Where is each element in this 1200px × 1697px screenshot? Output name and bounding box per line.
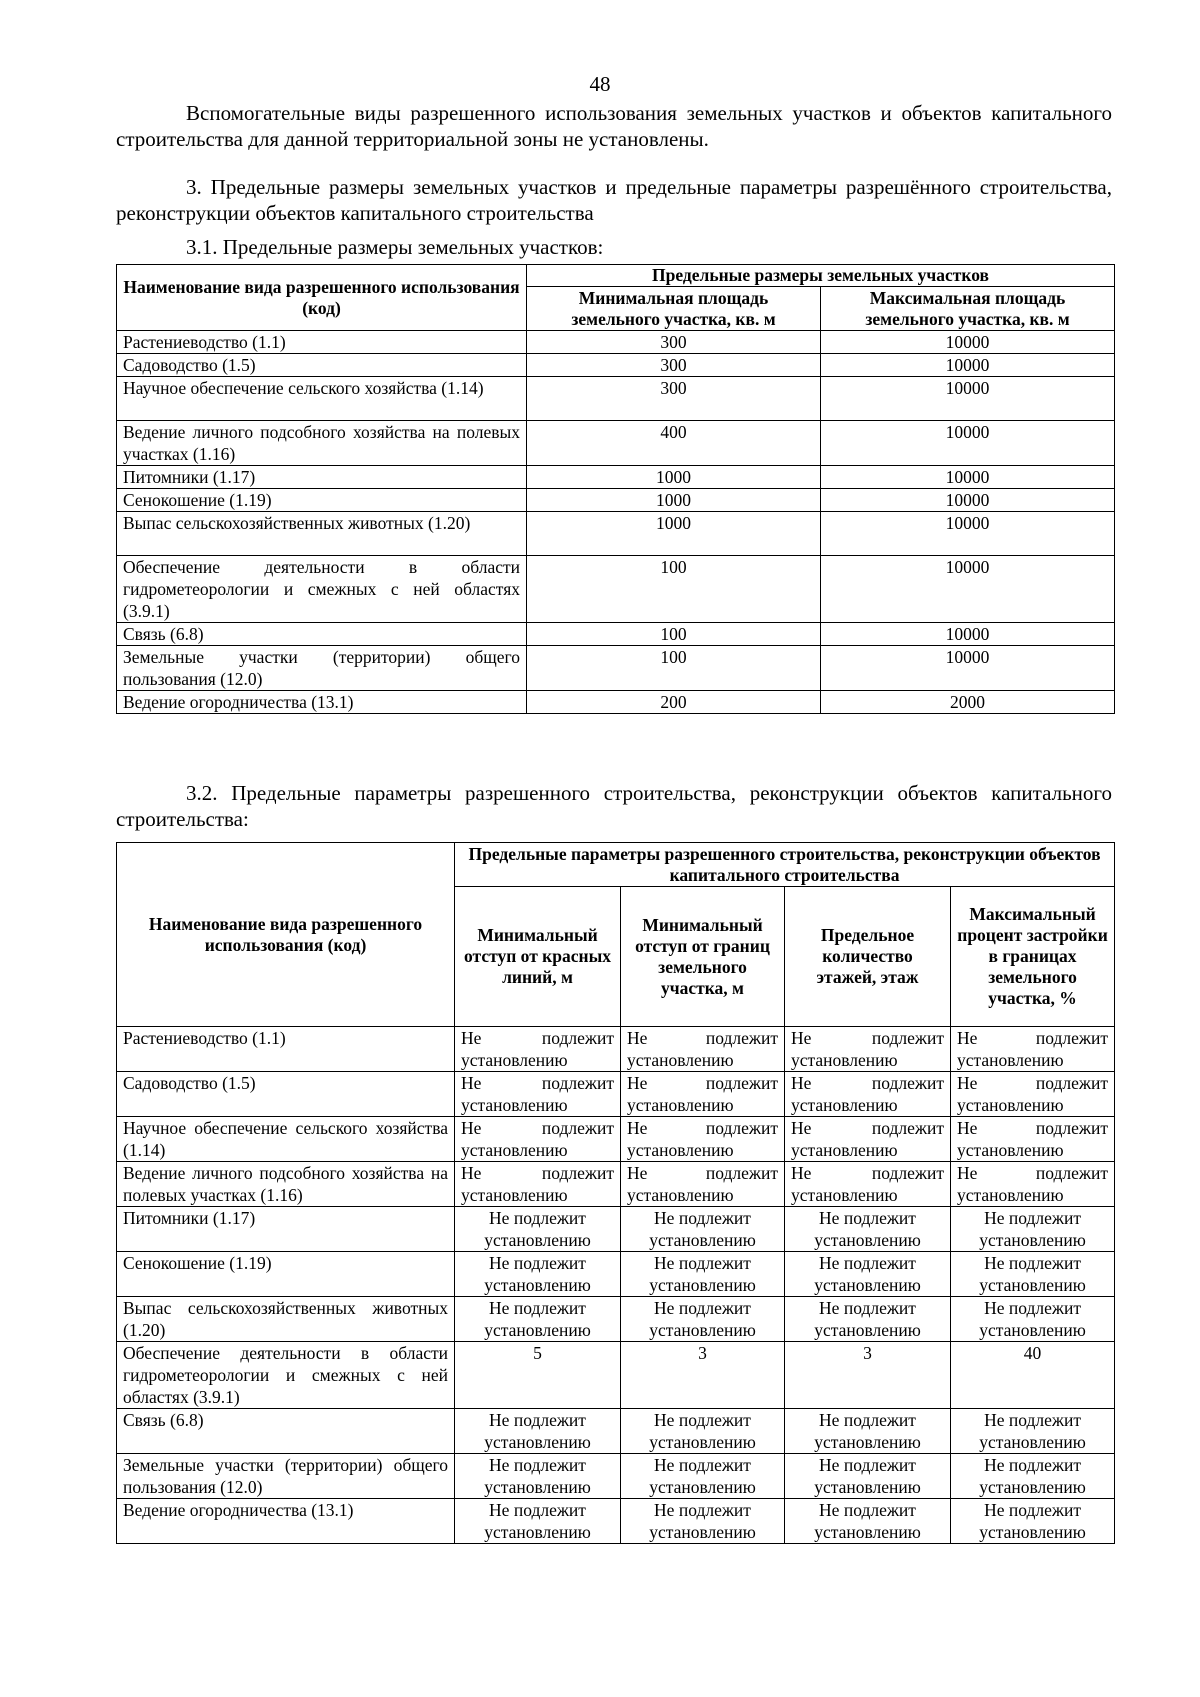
max-area-cell: 10000 xyxy=(821,489,1115,512)
min-area-cell: 100 xyxy=(527,646,821,691)
table-row xyxy=(117,377,1115,421)
construction-parameters-table xyxy=(116,842,1115,1544)
table-row xyxy=(117,1207,1115,1252)
floors-cell: Не подлежит установлению xyxy=(785,1499,951,1544)
floors-cell: Не подлежит установлению xyxy=(785,1454,951,1499)
table1-header-group: Предельные размеры земельных участков xyxy=(527,265,1115,287)
max-area-cell: 10000 xyxy=(821,512,1115,556)
table-row xyxy=(117,512,1115,556)
table-row xyxy=(117,1409,1115,1454)
floors-cell: Не подлежит установлению xyxy=(785,1162,951,1207)
max-area-cell: 10000 xyxy=(821,466,1115,489)
min-area-cell: 100 xyxy=(527,556,821,623)
red-line-offset-cell: Не подлежит установлению xyxy=(455,1252,621,1297)
min-area-cell: 300 xyxy=(527,331,821,354)
build-percent-cell: 40 xyxy=(951,1342,1115,1409)
red-line-offset-cell: Не подлежит установлению xyxy=(455,1409,621,1454)
min-area-cell: 400 xyxy=(527,421,821,466)
paragraph-section-3: 3. Предельные размеры земельных участков и предельные параметры разрешённого строительства, реконструкции объектов капитального строительства xyxy=(116,175,1112,225)
use-name-cell: Ведение огородничества (13.1) xyxy=(117,691,527,714)
build-percent-cell: Не подлежит установлению xyxy=(951,1207,1115,1252)
use-name-cell: Выпас сельскохозяйственных животных (1.20) xyxy=(117,512,527,556)
table1-body xyxy=(117,331,1115,714)
use-name-cell: Научное обеспечение сельского хозяйства (1.14) xyxy=(117,377,527,421)
use-name-cell: Ведение огородничества (13.1) xyxy=(117,1499,455,1544)
boundary-offset-cell: Не подлежит установлению xyxy=(621,1297,785,1342)
red-line-offset-cell: Не подлежит установлению xyxy=(455,1499,621,1544)
max-area-cell: 10000 xyxy=(821,421,1115,466)
land-plot-size-table xyxy=(116,264,1115,714)
red-line-offset-cell: 5 xyxy=(455,1342,621,1409)
min-area-cell: 1000 xyxy=(527,512,821,556)
table-row xyxy=(117,1027,1115,1072)
use-name-cell: Сенокошение (1.19) xyxy=(117,489,527,512)
use-name-cell: Ведение личного подсобного хозяйства на полевых участках (1.16) xyxy=(117,421,527,466)
table-row xyxy=(117,1252,1115,1297)
table2-header-group: Предельные параметры разрешенного строительства, реконструкции объектов капитального строительства xyxy=(455,843,1115,887)
use-name-cell: Ведение личного подсобного хозяйства на полевых участках (1.16) xyxy=(117,1162,455,1207)
floors-cell: Не подлежит установлению xyxy=(785,1072,951,1117)
min-area-cell: 200 xyxy=(527,691,821,714)
table1-header-max-area: Максимальная площадь земельного участка, кв. м xyxy=(821,287,1115,331)
table2-header-name: Наименование вида разрешенного использования (код) xyxy=(117,843,455,1027)
boundary-offset-cell: Не подлежит установлению xyxy=(621,1252,785,1297)
use-name-cell: Научное обеспечение сельского хозяйства (1.14) xyxy=(117,1117,455,1162)
table-row xyxy=(117,623,1115,646)
use-name-cell: Садоводство (1.5) xyxy=(117,354,527,377)
table-row xyxy=(117,1499,1115,1544)
use-name-cell: Растениеводство (1.1) xyxy=(117,331,527,354)
red-line-offset-cell: Не подлежит установлению xyxy=(455,1207,621,1252)
red-line-offset-cell: Не подлежит установлению xyxy=(455,1072,621,1117)
boundary-offset-cell: Не подлежит установлению xyxy=(621,1072,785,1117)
floors-cell: Не подлежит установлению xyxy=(785,1027,951,1072)
boundary-offset-cell: Не подлежит установлению xyxy=(621,1117,785,1162)
max-area-cell: 10000 xyxy=(821,331,1115,354)
table1-header-min-area: Минимальная площадь земельного участка, кв. м xyxy=(527,287,821,331)
build-percent-cell: Не подлежит установлению xyxy=(951,1027,1115,1072)
red-line-offset-cell: Не подлежит установлению xyxy=(455,1117,621,1162)
min-area-cell: 300 xyxy=(527,377,821,421)
boundary-offset-cell: Не подлежит установлению xyxy=(621,1162,785,1207)
table2-header-boundary-offset: Минимальный отступ от границ земельного участка, м xyxy=(621,887,785,1027)
paragraph-section-3-1: 3.1. Предельные размеры земельных участков: xyxy=(186,235,604,259)
red-line-offset-cell: Не подлежит установлению xyxy=(455,1162,621,1207)
table2-body xyxy=(117,1027,1115,1544)
build-percent-cell: Не подлежит установлению xyxy=(951,1409,1115,1454)
max-area-cell: 10000 xyxy=(821,646,1115,691)
table-row xyxy=(117,691,1115,714)
build-percent-cell: Не подлежит установлению xyxy=(951,1117,1115,1162)
table-row xyxy=(117,556,1115,623)
min-area-cell: 1000 xyxy=(527,466,821,489)
boundary-offset-cell: Не подлежит установлению xyxy=(621,1409,785,1454)
boundary-offset-cell: Не подлежит установлению xyxy=(621,1207,785,1252)
boundary-offset-cell: Не подлежит установлению xyxy=(621,1499,785,1544)
use-name-cell: Земельные участки (территории) общего пользования (12.0) xyxy=(117,646,527,691)
floors-cell: Не подлежит установлению xyxy=(785,1252,951,1297)
build-percent-cell: Не подлежит установлению xyxy=(951,1162,1115,1207)
boundary-offset-cell: Не подлежит установлению xyxy=(621,1454,785,1499)
table-row xyxy=(117,466,1115,489)
boundary-offset-cell: 3 xyxy=(621,1342,785,1409)
table-row xyxy=(117,1162,1115,1207)
table-row xyxy=(117,1072,1115,1117)
max-area-cell: 2000 xyxy=(821,691,1115,714)
use-name-cell: Связь (6.8) xyxy=(117,623,527,646)
build-percent-cell: Не подлежит установлению xyxy=(951,1252,1115,1297)
max-area-cell: 10000 xyxy=(821,623,1115,646)
use-name-cell: Земельные участки (территории) общего пользования (12.0) xyxy=(117,1454,455,1499)
floors-cell: Не подлежит установлению xyxy=(785,1409,951,1454)
table-row xyxy=(117,646,1115,691)
min-area-cell: 100 xyxy=(527,623,821,646)
use-name-cell: Садоводство (1.5) xyxy=(117,1072,455,1117)
use-name-cell: Выпас сельскохозяйственных животных (1.20) xyxy=(117,1297,455,1342)
min-area-cell: 1000 xyxy=(527,489,821,512)
floors-cell: Не подлежит установлению xyxy=(785,1207,951,1252)
boundary-offset-cell: Не подлежит установлению xyxy=(621,1027,785,1072)
paragraph-auxiliary-uses: Вспомогательные виды разрешенного использования земельных участков и объектов капитального строительства для данной территориальной зоны не установлены. xyxy=(116,101,1112,151)
build-percent-cell: Не подлежит установлению xyxy=(951,1454,1115,1499)
red-line-offset-cell: Не подлежит установлению xyxy=(455,1297,621,1342)
max-area-cell: 10000 xyxy=(821,556,1115,623)
table-row xyxy=(117,1454,1115,1499)
table2-header-red-line-offset: Минимальный отступ от красных линий, м xyxy=(455,887,621,1027)
table-row xyxy=(117,1117,1115,1162)
min-area-cell: 300 xyxy=(527,354,821,377)
table-row xyxy=(117,421,1115,466)
max-area-cell: 10000 xyxy=(821,377,1115,421)
use-name-cell: Растениеводство (1.1) xyxy=(117,1027,455,1072)
use-name-cell: Обеспечение деятельности в области гидрометеорологии и смежных с ней областях (3.9.1) xyxy=(117,1342,455,1409)
use-name-cell: Питомники (1.17) xyxy=(117,466,527,489)
build-percent-cell: Не подлежит установлению xyxy=(951,1297,1115,1342)
table-row xyxy=(117,331,1115,354)
table2-header-build-percent: Максимальный процент застройки в границах земельного участка, % xyxy=(951,887,1115,1027)
build-percent-cell: Не подлежит установлению xyxy=(951,1072,1115,1117)
use-name-cell: Обеспечение деятельности в области гидрометеорологии и смежных с ней областях (3.9.1) xyxy=(117,556,527,623)
table-row xyxy=(117,1342,1115,1409)
floors-cell: Не подлежит установлению xyxy=(785,1117,951,1162)
table-row xyxy=(117,1297,1115,1342)
use-name-cell: Связь (6.8) xyxy=(117,1409,455,1454)
table-row xyxy=(117,489,1115,512)
red-line-offset-cell: Не подлежит установлению xyxy=(455,1027,621,1072)
red-line-offset-cell: Не подлежит установлению xyxy=(455,1454,621,1499)
floors-cell: Не подлежит установлению xyxy=(785,1297,951,1342)
paragraph-section-3-2: 3.2. Предельные параметры разрешенного строительства, реконструкции объектов капитального строительства: xyxy=(116,781,1112,831)
page-number: 48 xyxy=(589,72,611,96)
floors-cell: 3 xyxy=(785,1342,951,1409)
build-percent-cell: Не подлежит установлению xyxy=(951,1499,1115,1544)
use-name-cell: Сенокошение (1.19) xyxy=(117,1252,455,1297)
table1-header-name: Наименование вида разрешенного использования (код) xyxy=(117,265,527,331)
use-name-cell: Питомники (1.17) xyxy=(117,1207,455,1252)
table-row xyxy=(117,354,1115,377)
table2-header-floors: Предельное количество этажей, этаж xyxy=(785,887,951,1027)
max-area-cell: 10000 xyxy=(821,354,1115,377)
